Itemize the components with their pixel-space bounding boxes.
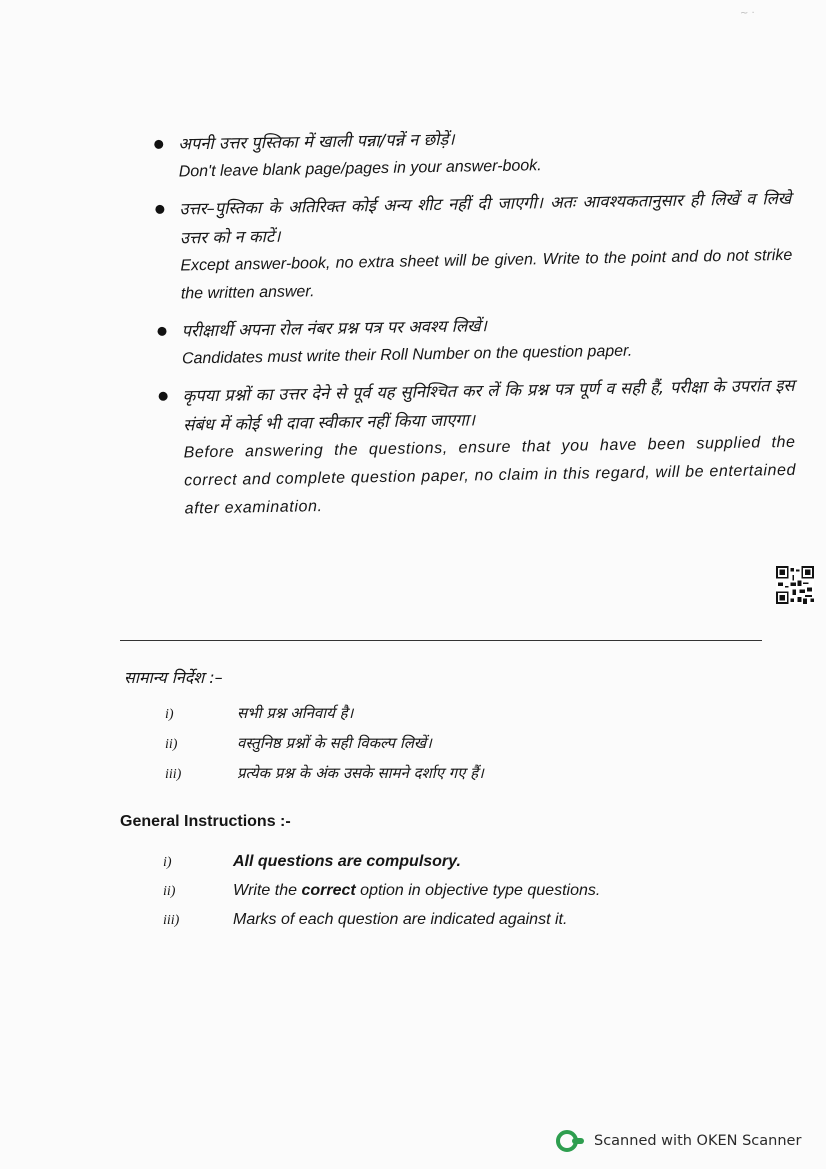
item-text xyxy=(233,882,600,900)
qr-code-icon xyxy=(776,566,814,604)
scanner-text: Scanned with OKEN Scanner xyxy=(594,1133,802,1149)
general-instructions-hindi-heading: सामान्य निर्देश :– xyxy=(124,668,223,687)
bullet-dot-icon xyxy=(157,327,166,336)
item-number: i) xyxy=(163,855,172,870)
candidate-instructions xyxy=(150,119,797,532)
item-text-bold: correct xyxy=(301,882,356,899)
instruction-english: Candidates must write their Roll Number on the question paper. xyxy=(181,342,633,368)
item-text: प्रत्येक प्रश्न के अंक उसके सामने दर्शाए गए हैं। xyxy=(237,764,484,782)
bullet-dot-icon xyxy=(154,140,163,149)
instruction-item xyxy=(153,306,794,374)
instruction-item xyxy=(150,119,791,187)
item-text-before: Write the xyxy=(233,882,302,899)
item-number: ii) xyxy=(163,884,176,899)
instruction-english: Except answer-book, no extra sheet will be given. Write to the point and do not strike the written answer. xyxy=(180,246,793,303)
instruction-english: Before answering the questions, ensure that you have been supplied the correct and complete question paper, no claim in this regard, will be entertained after examination. xyxy=(183,433,797,518)
bullet-dot-icon xyxy=(159,392,168,401)
section-divider xyxy=(120,640,762,641)
general-instructions-hindi-list xyxy=(165,703,725,793)
general-instructions-english-list xyxy=(163,853,723,940)
list-item xyxy=(165,703,725,733)
item-number: iii) xyxy=(165,767,182,782)
bullet-dot-icon xyxy=(155,205,164,214)
item-text: Marks of each question are indicated against it. xyxy=(233,911,568,928)
item-text-after: option in objective type questions. xyxy=(355,882,601,899)
item-text: सभी प्रश्न अनिवार्य है। xyxy=(237,704,354,722)
scan-artifact: ~ · xyxy=(740,8,755,19)
instruction-item xyxy=(154,371,796,524)
item-number: ii) xyxy=(165,737,178,752)
list-item xyxy=(165,733,725,763)
item-number: i) xyxy=(165,707,174,722)
instruction-hindi: कृपया प्रश्नों का उत्तर देने से पूर्व यह सुनिश्चित कर लें कि प्रश्न पत्र पूर्ण व सही हैं, परीक्षा के उपरांत इस संबंध में कोई भी दावा स्वीकार नहीं किया जाएगा। xyxy=(182,375,795,435)
list-item xyxy=(163,853,723,882)
instruction-hindi: उत्तर–पुस्तिका के अतिरिक्त कोई अन्य शीट नहीं दी जाएगी। अतः आवश्यकतानुसार ही लिखें व लिखे उत्तर को न काटें। xyxy=(179,188,792,248)
instruction-english: Don't leave blank page/pages in your answer-book. xyxy=(178,157,542,181)
instruction-hindi: अपनी उत्तर पुस्तिका में खाली पन्ना/पन्नें न छोड़ें। xyxy=(178,129,455,154)
item-number: iii) xyxy=(163,913,180,928)
general-instructions-english-heading: General Instructions :- xyxy=(120,813,291,830)
list-item xyxy=(163,911,723,940)
scanner-watermark xyxy=(556,1130,801,1152)
oken-scanner-logo-icon xyxy=(556,1130,586,1152)
list-item xyxy=(165,763,725,793)
list-item xyxy=(163,882,723,911)
instruction-item xyxy=(151,184,793,309)
item-text: All questions are compulsory. xyxy=(233,853,461,870)
instruction-hindi: परीक्षार्थी अपना रोल नंबर प्रश्न पत्र पर अवश्य लिखें। xyxy=(181,316,488,341)
item-text: वस्तुनिष्ठ प्रश्नों के सही विकल्प लिखें। xyxy=(237,734,432,752)
